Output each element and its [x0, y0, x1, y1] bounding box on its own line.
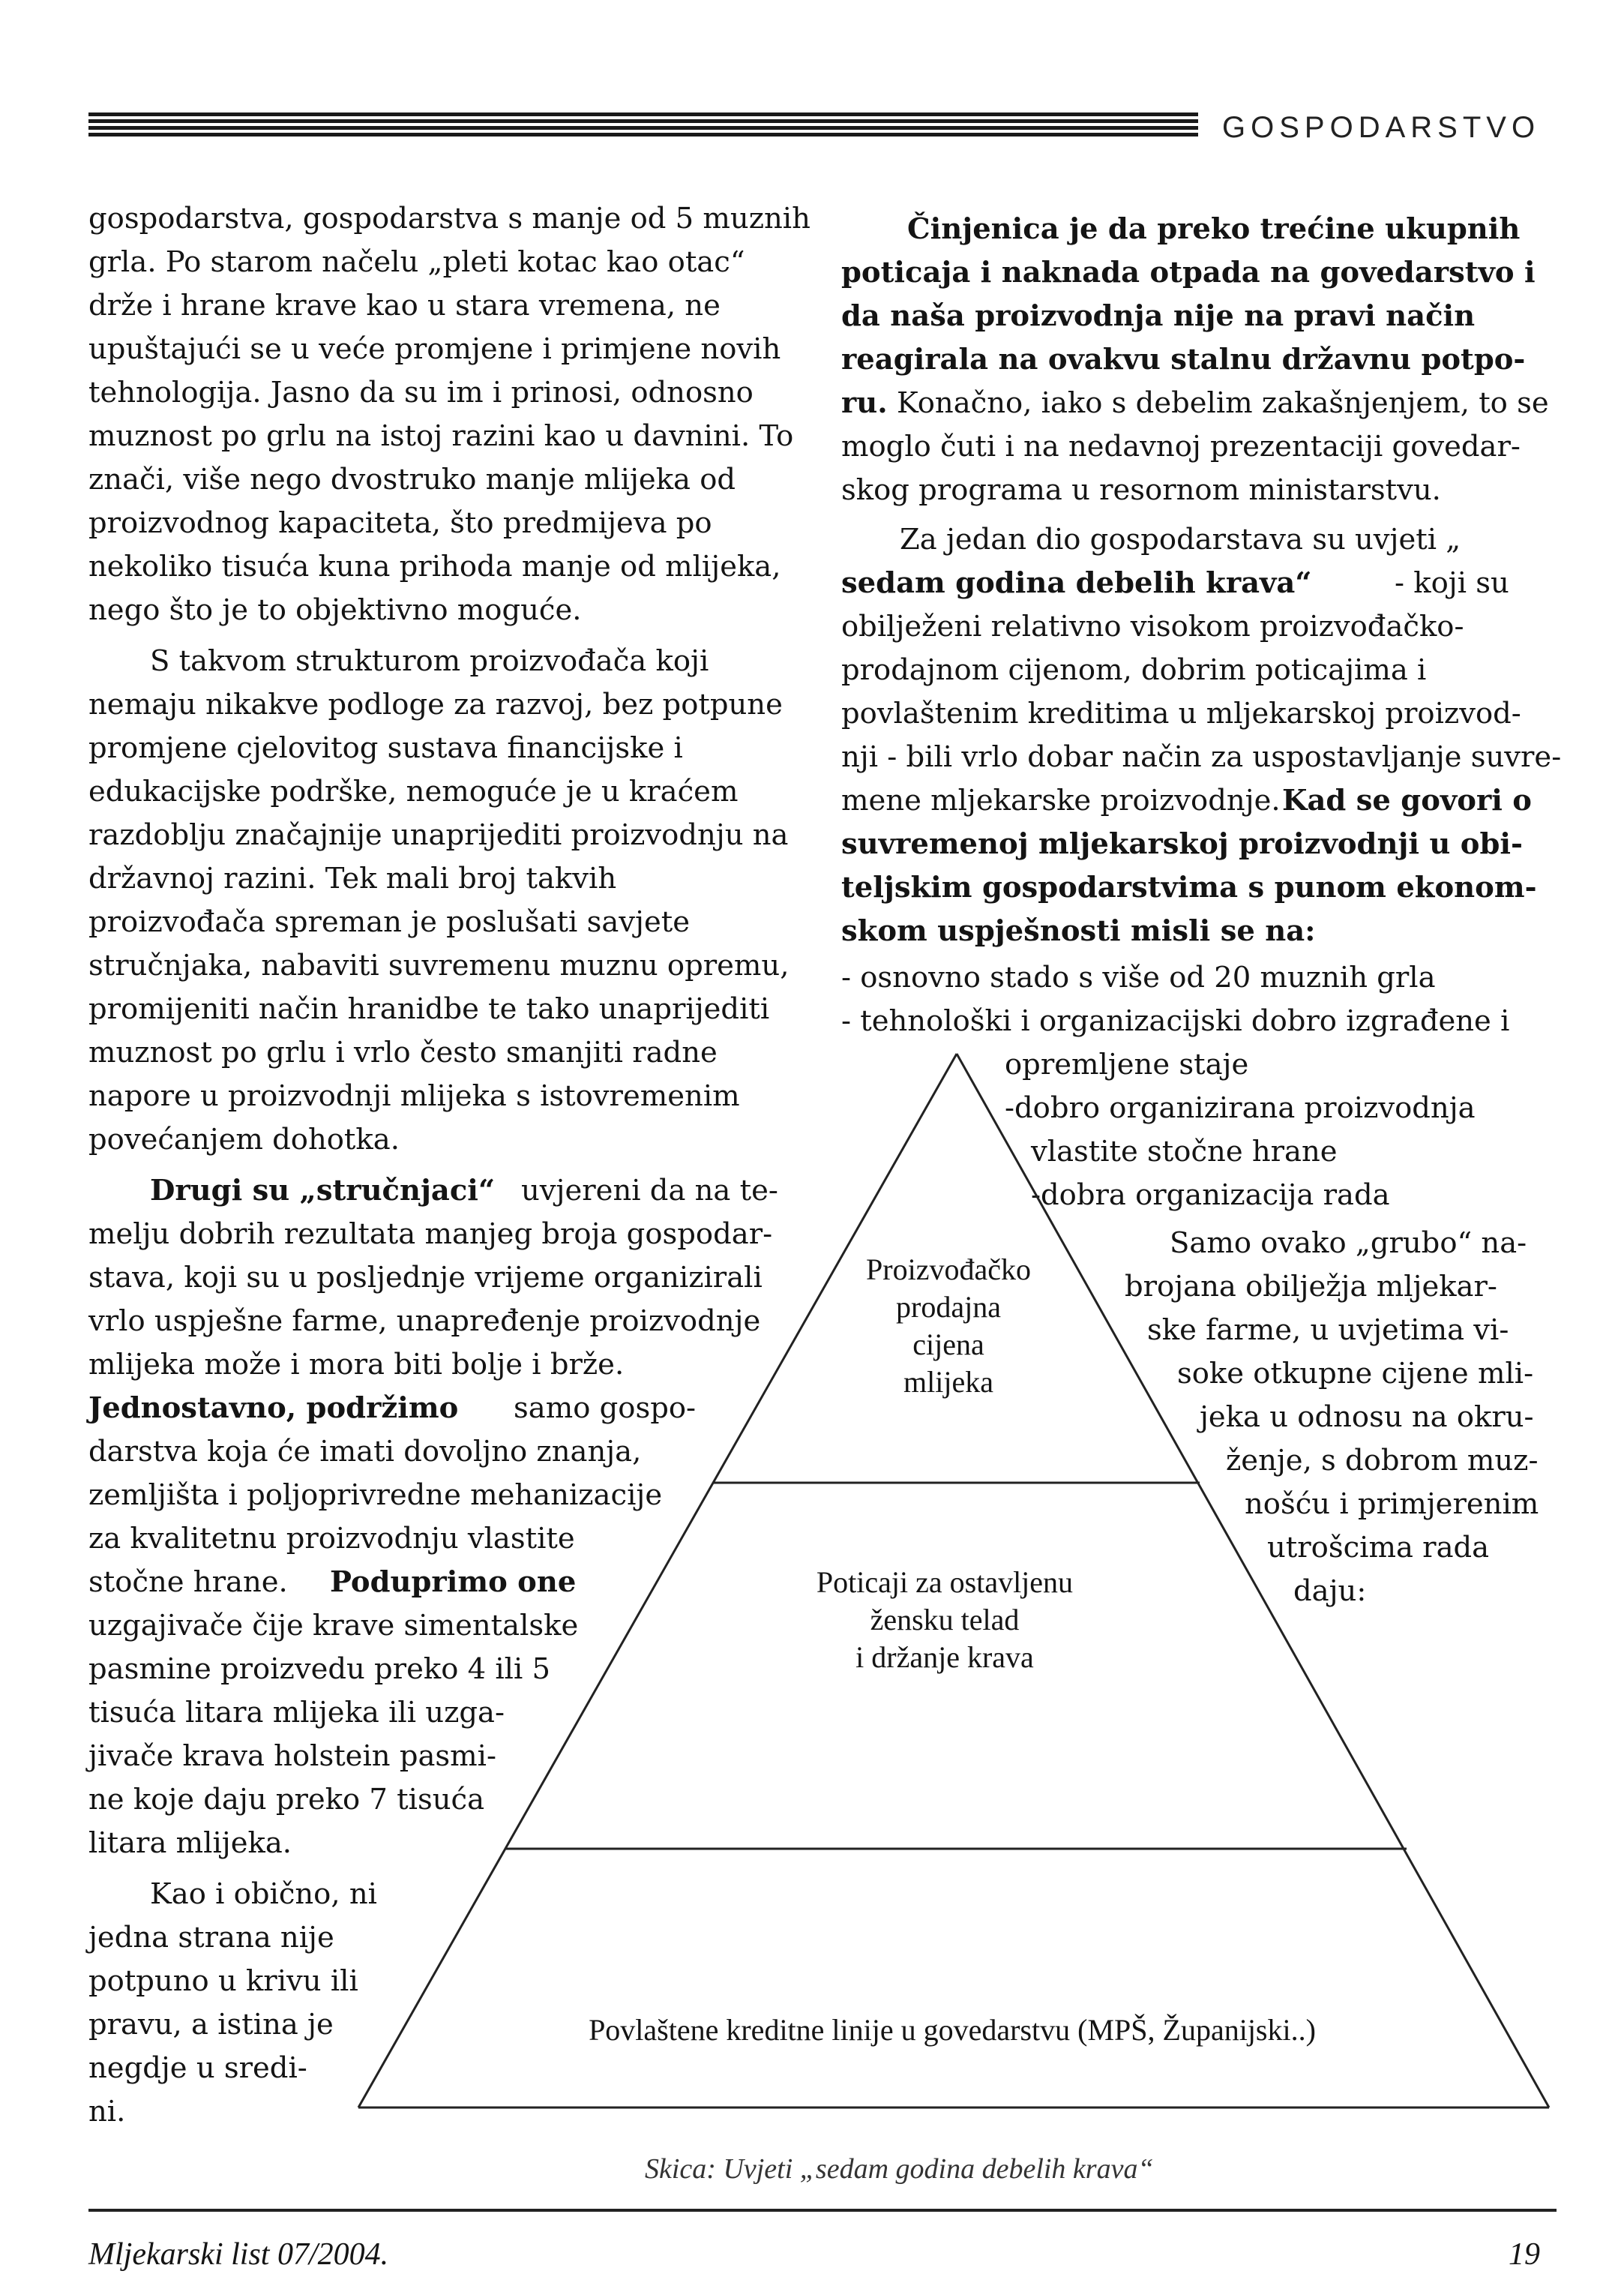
- text-line: - tehnološki i organizacijski dobro izgrađene i: [841, 1004, 1510, 1038]
- text-line: stočne hrane.: [88, 1565, 288, 1599]
- text-line: samo gospo-: [514, 1391, 697, 1425]
- text-line: -dobro organizirana proizvodnja: [1005, 1091, 1476, 1125]
- text-line: skog programa u resornom ministarstvu.: [841, 473, 1441, 507]
- text-line: gospodarstva, gospodarstva s manje od 5 muznih: [88, 202, 811, 236]
- text-line-bold: suvremenoj mljekarskoj proizvodnji u obi-: [841, 827, 1523, 861]
- pyramid-top-line: mlijeka: [903, 1365, 993, 1399]
- publication-name: Mljekarski list 07/2004.: [88, 2237, 389, 2272]
- text-line: povlaštenim kreditima u mljekarskoj proizvod-: [841, 697, 1521, 730]
- text-line: ni.: [88, 2095, 126, 2128]
- text-line-bold: poticaja i naknada otpada na govedarstvo i: [841, 256, 1536, 290]
- pyramid-top-line: prodajna: [896, 1290, 1001, 1324]
- text-line-bold: teljskim gospodarstvima s punom ekonom-: [841, 871, 1537, 904]
- text-line: utrošcima rada: [1267, 1531, 1490, 1564]
- text-line: uzgajivače čije krave simentalske: [88, 1609, 579, 1642]
- text-line: melju dobrih rezultata manjeg broja gospodar-: [88, 1217, 773, 1251]
- text-line: državnoj razini. Tek mali broj takvih: [88, 862, 617, 896]
- text-line: prodajnom cijenom, dobrim poticajima i: [841, 653, 1427, 687]
- text-line: drže i hrane krave kao u stara vremena, ne: [88, 289, 721, 322]
- text-line: -dobra organizacija rada: [1031, 1178, 1390, 1212]
- pyramid-middle-line: Poticaji za ostavljenu: [816, 1565, 1074, 1599]
- text-line: nošću i primjerenim: [1245, 1487, 1539, 1521]
- text-line: nemaju nikakve podloge za razvoj, bez potpune: [88, 688, 783, 722]
- text-line: promijeniti način hranidbe te tako unaprijediti: [88, 992, 770, 1026]
- text-line: promjene cjelovitog sustava financijske i: [88, 731, 683, 765]
- text-line: Samo ovako „grubo“ na-: [1170, 1226, 1527, 1260]
- text-line: - osnovno stado s više od 20 muznih grla: [841, 961, 1436, 994]
- text-line: nekoliko tisuća kuna prihoda manje od mlijeka,: [88, 550, 781, 584]
- text-line: pravu, a istina je: [88, 2008, 334, 2042]
- text-line: proizvodnog kapaciteta, što predmijeva po: [88, 506, 712, 540]
- text-line-bold: Činjenica je da preko trećine ukupnih: [907, 212, 1521, 246]
- text-line: vlastite stočne hrane: [1031, 1135, 1338, 1168]
- text-line: napore u proizvodnji mlijeka s istovremenim: [88, 1079, 740, 1113]
- text-line: darstva koja će imati dovoljno znanja,: [88, 1435, 642, 1468]
- text-line: proizvođača spreman je poslušati savjete: [88, 905, 691, 939]
- pyramid-middle-line: žensku telad: [870, 1603, 1020, 1636]
- text-line: nji - bili vrlo dobar način za uspostavljanje suvre-: [841, 740, 1562, 774]
- text-line: grla. Po starom načelu „pleti kotac kao otac“: [88, 245, 745, 279]
- text-line: jedna strana nije: [88, 1921, 334, 1954]
- text-line: litara mlijeka.: [88, 1826, 292, 1860]
- page-number: 19: [1509, 2237, 1540, 2272]
- text-line: Kao i obično, ni: [150, 1877, 377, 1911]
- text-line: negdje u sredi-: [88, 2051, 307, 2085]
- text-line: Za jedan dio gospodarstava su uvjeti „: [900, 523, 1461, 556]
- pyramid-top-line: Proizvođačko: [866, 1252, 1031, 1286]
- text-line: S takvom strukturom proizvođača koji: [150, 644, 709, 678]
- text-line: pasmine proizvedu preko 4 ili 5: [88, 1652, 551, 1686]
- text-line: potpuno u krivu ili: [88, 1964, 358, 1998]
- pyramid-top-line: cijena: [912, 1328, 984, 1361]
- text-line-bold: da naša proizvodnja nije na pravi način: [841, 299, 1476, 333]
- text-line: moglo čuti i na nedavnoj prezentaciji govedar-: [841, 430, 1521, 464]
- text-line: soke otkupne cijene mli-: [1177, 1357, 1534, 1390]
- text-line: povećanjem dohotka.: [88, 1123, 400, 1156]
- figure-caption: Skica: Uvjeti „sedam godina debelih krava“: [645, 2153, 1154, 2185]
- text-line: vrlo uspješne farme, unapređenje proizvodnje: [88, 1304, 761, 1338]
- section-title: GOSPODARSTVO: [1222, 111, 1541, 144]
- text-line: za kvalitetnu proizvodnju vlastite: [88, 1522, 575, 1556]
- text-line: jeka u odnosu na okru-: [1200, 1400, 1534, 1434]
- text-line-bold: Kad se govori o: [1282, 784, 1532, 818]
- text-line: jivače krava holstein pasmi-: [88, 1739, 497, 1773]
- pyramid-top-label: [825, 1251, 1072, 1401]
- text-line-bold: reagirala na ovakvu stalnu državnu potpo-: [841, 343, 1526, 376]
- text-line: nego što je to objektivno moguće.: [88, 593, 582, 627]
- text-line: opremljene staje: [1005, 1048, 1249, 1082]
- text-line: tisuća litara mlijeka ili uzga-: [88, 1696, 505, 1730]
- text-line: razdoblju značajnije unaprijediti proizvodnju na: [88, 818, 789, 852]
- text-line: tehnologija. Jasno da su im i prinosi, odnosno: [88, 376, 754, 410]
- text-line: obilježeni relativno visokom proizvođačko-: [841, 610, 1464, 644]
- text-line: Konačno, iako s debelim zakašnjenjem, to se: [897, 386, 1549, 420]
- text-line: mlijeka može i mora biti bolje i brže.: [88, 1348, 625, 1382]
- text-line: ske farme, u uvjetima vi-: [1147, 1313, 1509, 1347]
- text-line-bold: Poduprimo one: [330, 1565, 577, 1599]
- text-line-bold: ru.: [841, 386, 888, 420]
- text-line: - koji su: [1395, 566, 1509, 600]
- text-line: znači, više nego dvostruko manje mlijeka od: [88, 463, 736, 496]
- text-line: stava, koji su u posljednje vrijeme organizirali: [88, 1261, 763, 1294]
- text-line: muznost po grlu na istoj razini kao u davnini. To: [88, 419, 794, 453]
- text-line-bold: Jednostavno, podržimo: [88, 1391, 459, 1425]
- text-line: mene mljekarske proizvodnje.: [841, 784, 1281, 818]
- footer-rule: [88, 2209, 1557, 2212]
- text-line-bold: Drugi su „stručnjaci“: [150, 1174, 496, 1208]
- text-line: upuštajući se u veće promjene i primjene novih: [88, 332, 781, 366]
- text-line: ženje, s dobrom muz-: [1226, 1444, 1539, 1478]
- text-line: uvjereni da na te-: [521, 1174, 778, 1208]
- text-line: muznost po grlu i vrlo često smanjiti radne: [88, 1036, 718, 1070]
- text-line: zemljišta i poljoprivredne mehanizacije: [88, 1478, 663, 1512]
- text-line: edukacijske podrške, nemoguće je u kraćem: [88, 775, 739, 808]
- pyramid-middle-label: [750, 1564, 1140, 1676]
- text-line: stručnjaka, nabaviti suvremenu muznu opremu,: [88, 949, 790, 982]
- text-line-bold: sedam godina debelih krava“: [841, 566, 1312, 600]
- text-line: daju:: [1293, 1574, 1367, 1608]
- text-line: brojana obilježja mljekar-: [1125, 1270, 1497, 1304]
- pyramid-middle-line: i držanje krava: [855, 1640, 1034, 1674]
- text-line-bold: skom uspješnosti misli se na:: [841, 914, 1316, 948]
- pyramid-bottom-label: Povlaštene kreditne linije u govedarstvu (MPŠ, Županijski..): [589, 2013, 1316, 2047]
- text-line: ne koje daju preko 7 tisuća: [88, 1783, 485, 1816]
